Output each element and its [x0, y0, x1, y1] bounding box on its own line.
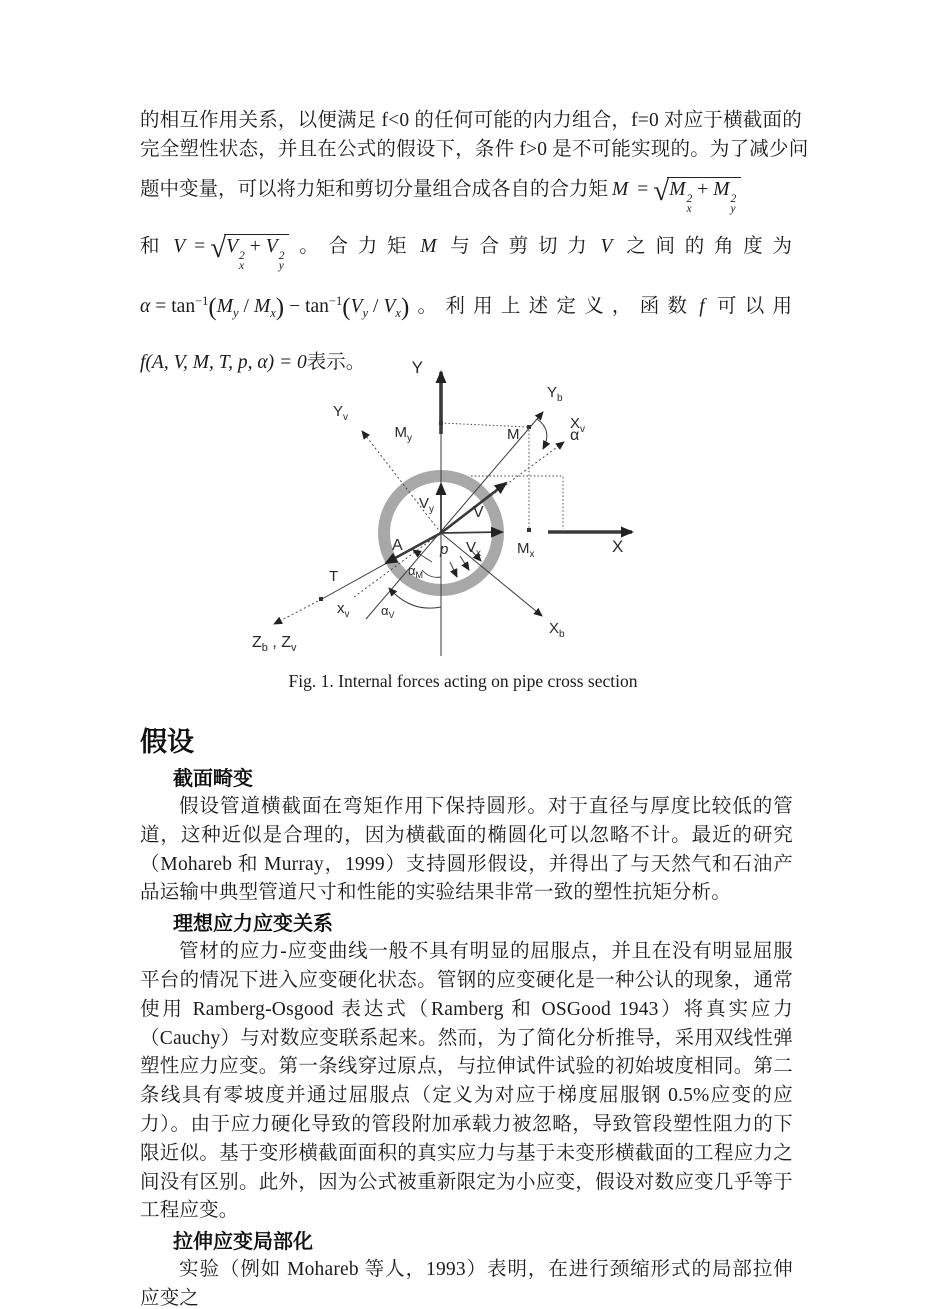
figure-1-diagram: [236, 356, 700, 671]
text-line-2: 完全塑性状态，并且在公式的假设下，条件 f>0 是不可能实现的。为了减少问: [140, 139, 809, 160]
paren-close: ): [400, 294, 410, 321]
sub-x: x: [239, 259, 245, 272]
var-alpha: α: [140, 296, 151, 317]
label-A: A: [392, 537, 403, 554]
var-My: M: [216, 296, 233, 317]
figure-caption: Fig. 1. Internal forces acting on pipe cross section: [288, 671, 638, 691]
intro-paragraph: [140, 106, 809, 374]
label-alpha-V: $\alpha_V$: [381, 603, 395, 620]
paren-open: (: [342, 294, 351, 321]
sub-y: y: [232, 306, 239, 320]
sup-2: 2: [239, 250, 245, 262]
formula-line-moment: [140, 173, 792, 214]
alpha-arc: [537, 419, 547, 449]
formula-line-4-mid1: 。合力矩: [289, 236, 417, 257]
sqrt-shear: [210, 232, 289, 271]
paragraph-tensile-strain-localization: 实验（例如 Mohareb 等人，1993）表明，在进行颈缩形式的局部拉伸应变之: [140, 1259, 793, 1309]
label-xv-lower: $x_v$: [337, 600, 350, 620]
function-arguments: (A, V, M, T, p, α) = 0: [145, 352, 307, 373]
var-f: f: [699, 296, 705, 317]
label-alpha-M: $\alpha_M$: [408, 563, 424, 580]
equals-sign: =: [637, 179, 649, 200]
label-My: $M_y$: [394, 424, 412, 444]
label-Zb-Zv: $Z_b$ , $Z_v$: [252, 634, 297, 654]
label-Y: Y: [411, 358, 423, 377]
var-V: V: [173, 236, 186, 257]
sup-2: 2: [278, 250, 285, 262]
pipe-cross-section-figure: [236, 356, 700, 666]
label-Vx: $V_x$: [466, 539, 482, 559]
label-Yv: $Y_v$: [333, 403, 349, 423]
formula-line-shear: [140, 230, 792, 271]
formula-line-4-pre: 和: [140, 236, 170, 257]
var-V: V: [600, 236, 613, 257]
var-Mx: M: [253, 296, 271, 317]
formula-line-alpha: [140, 290, 792, 322]
label-M: M: [507, 426, 520, 443]
var-M: M: [612, 179, 629, 200]
plus-sign: +: [697, 179, 709, 200]
text-line-1: 的相互作用关系，以便满足 f<0 的任何可能的内力组合，f=0 对应于横截面的: [140, 110, 802, 131]
var-Vy: V: [265, 236, 278, 257]
paragraph-section-distortion: 假设管道横截面在弯矩作用下保持圆形。对于直径与厚度比较低的管道，这种近似是合理的，因为横截面的椭圆化可以忽略不计。最近的研究（Mohareb 和 Murray，1999）支持圆形假设，并得出了与天然气和石油产品运输中典型管道尺寸和性能的实验结果非常一致的塑性抗矩分析。: [140, 796, 793, 904]
label-V: V: [473, 504, 484, 521]
var-Mx: M: [669, 179, 686, 200]
sub-x: x: [686, 202, 692, 215]
equals-sign: =: [155, 296, 167, 317]
sqrt-moment: [653, 175, 741, 214]
sup-2: 2: [686, 193, 693, 205]
var-M: M: [420, 236, 437, 257]
divide-slash: /: [373, 296, 379, 317]
subheading-stress-strain: 理想应力应变关系: [173, 913, 333, 936]
formula-line-3-text: 题中变量，可以将力矩和剪切分量组合成各自的合力矩: [140, 179, 609, 200]
sup-minus1: −1: [328, 294, 343, 308]
sup-minus1: −1: [195, 294, 209, 308]
figure-labels: [252, 358, 623, 654]
tan-operator: tan: [305, 296, 329, 317]
formula-line-5-tail: 。利用上述定义，函数: [409, 296, 696, 317]
formula-line-6-tail: 表示。: [306, 352, 366, 373]
label-Xb: $X_b$: [549, 620, 565, 640]
var-Vy: V: [350, 296, 363, 317]
label-T: T: [329, 568, 339, 585]
formula-line-4-tail: 之间的角度为: [616, 236, 792, 257]
subheading-section-distortion: 截面畸变: [173, 768, 253, 790]
equals-sign: =: [194, 236, 206, 257]
divide-slash: /: [243, 296, 249, 317]
paren-close: ): [275, 294, 285, 321]
plus-sign: +: [249, 236, 261, 257]
sub-x: x: [395, 306, 401, 320]
var-Vx: V: [383, 296, 396, 317]
sub-y: y: [278, 259, 284, 272]
radical-sign: √: [210, 232, 227, 264]
label-X: X: [612, 537, 624, 556]
var-My: M: [713, 179, 730, 200]
paragraph-stress-strain: 管材的应力-应变曲线一般不具有明显的屈服点，并且在没有明显屈服平台的情况下进入应变硬化状态。管钢的应变硬化是一种公认的现象，通常使用 Ramberg-Osgood 表达式（Ramberg 和 OSGood 1943）将真实应力（Cauchy）与对数应变联系起来。然而，为了简化分析推导，采用双线性弹塑性应力应变。第一条线穿过原点，与拉伸试件试验的初始坡度相同。第二条线具有零坡度并通过屈服点（定义为对应于梯度屈服钢 0.5%应变的应力）。由于应力硬化导致的管段附加承载力被忽略，导致管段塑性阻力的下限近似。基于变形横截面面积的真实应力与基于未变形横截面的工程应力之间没有区别。此外，因为公式被重新限定为小应变，假设对数应变几乎等于工程应变。: [140, 941, 793, 1222]
vx-vector: [441, 532, 502, 533]
paren-open: (: [208, 294, 217, 321]
var-Vx: V: [226, 236, 239, 257]
subheading-tensile-strain-localization: 拉伸应变局部化: [173, 1231, 313, 1254]
alpha-m-arc: [422, 570, 441, 577]
sub-y: y: [362, 306, 369, 320]
radical-sign: √: [653, 175, 670, 207]
minus-sign: −: [289, 296, 301, 317]
var-f: f: [140, 352, 146, 373]
section-heading-assumptions: 假设: [140, 727, 194, 757]
formula-line-5-tail2: 可以用: [708, 296, 792, 317]
sup-2: 2: [730, 193, 737, 205]
label-Yb: $Y_b$: [547, 384, 563, 404]
label-alpha: α: [570, 427, 580, 444]
assumptions-section: [140, 726, 793, 1309]
sub-y: y: [730, 202, 736, 215]
label-p: p: [440, 541, 449, 558]
sub-x: x: [270, 306, 276, 320]
label-Xv: $X_v$: [570, 415, 586, 435]
label-Vy: $V_y$: [418, 495, 434, 515]
label-Mx: $M_x$: [517, 540, 535, 560]
tan-operator: tan: [171, 296, 196, 317]
formula-line-4-mid2: 与合剪切力: [440, 236, 597, 257]
z-axis-line: [274, 599, 322, 624]
